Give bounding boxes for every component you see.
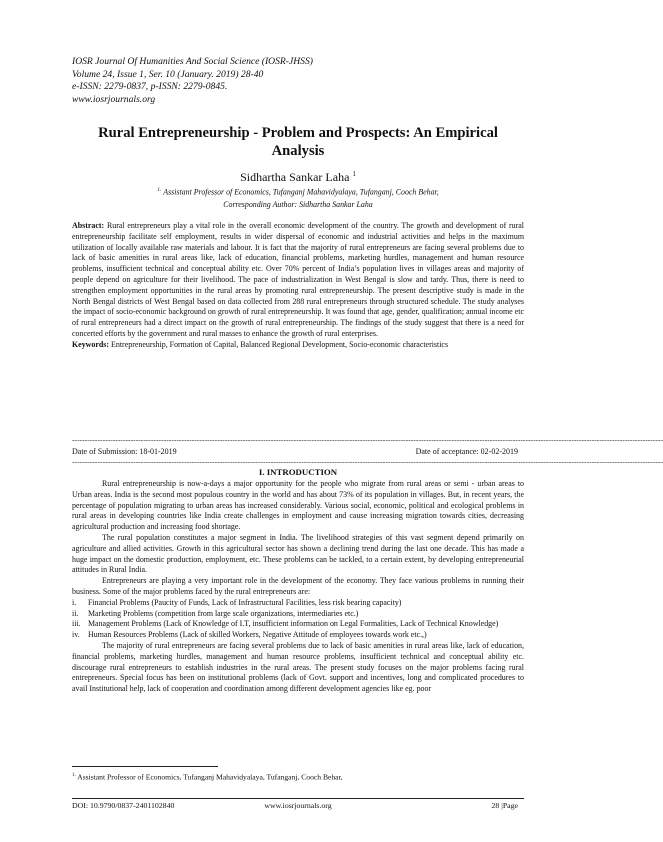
journal-volume: Volume 24, Issue 1, Ser. 10 (January. 2019) 28-40 bbox=[72, 68, 264, 80]
footnote-text: Assistant Professor of Economics, Tufanganj Mahavidyalaya, Tufanganj, Cooch Behar, bbox=[77, 772, 343, 782]
abstract-label: Abstract: bbox=[72, 221, 105, 230]
list-item bbox=[72, 619, 524, 630]
footer-rule bbox=[72, 798, 524, 799]
abstract bbox=[72, 221, 524, 351]
dashed-divider-bottom: ---------------------------------------------------------------------------------------------------------------------------------------------------------------------------------------------------------------------------------------- bbox=[72, 457, 663, 466]
footer-website: www.iosrjournals.org bbox=[264, 801, 332, 810]
affiliation-superscript: 1. bbox=[157, 187, 162, 193]
footnote-superscript: 1. bbox=[72, 773, 76, 778]
introduction-body bbox=[72, 479, 524, 695]
intro-paragraph-3: Entrepreneurs are playing a very important role in the development of the economy. They face various problems in running their business. Some of the major problems faced by the rural entrepreneurs are: bbox=[72, 576, 524, 596]
intro-paragraph-4: The majority of rural entrepreneurs are facing several problems due to lack of basic amenities in rural areas like, lack of education, financial problems, marketing hurdles, management and human resource problems, insufficient technical and conceptual ability etc. discourage rural entrepreneurs to establish industries in the rural areas. The present study focuses on the major problems facing rural entrepreneurs. Special focus has been on institutional problems (lack of Govt. support and incentives, long and complicated procedures to avail Institutional help, lack of cooperation and coordination among different development agencies like eg. poor bbox=[72, 640, 524, 694]
affiliation bbox=[72, 184, 524, 199]
intro-paragraph-1: Rural entrepreneurship is now-a-days a major opportunity for the people who migrate from rural areas or semi - urban areas to Urban areas. India is the second most populous country in the world and has about 73% of its population in villages. But, in recent years, the percentage of population migrating to urban areas has increased considerably. Various social, economic, political and ecological problems in rural areas in developing countries like India create challenges in employment and cause increasing migration towards cities, decreasing agricultural production and increasing food shortage. bbox=[72, 479, 524, 532]
dates-row bbox=[72, 446, 524, 457]
journal-website: www.iosrjournals.org bbox=[72, 93, 156, 105]
footnote bbox=[72, 771, 524, 783]
keywords-text: Entrepreneurship, Formation of Capital, Balanced Regional Development, Socio-economic characteristics bbox=[111, 339, 449, 349]
list-item bbox=[72, 630, 524, 641]
corresponding-author: Corresponding Author: Sidhartha Sankar Laha bbox=[223, 199, 373, 209]
journal-issn: e-ISSN: 2279-0837, p-ISSN: 2279-0845. bbox=[72, 81, 228, 93]
affiliation-text: Assistant Professor of Economics, Tufanganj Mahavidyalaya, Tufanganj, Cooch Behar, bbox=[163, 187, 439, 197]
footnote-rule bbox=[72, 766, 218, 767]
author-line bbox=[72, 167, 524, 184]
journal-name: IOSR Journal Of Humanities And Social Science (IOSR-JHSS) bbox=[72, 56, 313, 67]
acceptance-date: Date of acceptance: 02-02-2019 bbox=[415, 447, 518, 456]
page-number: 28 |Page bbox=[491, 801, 518, 810]
list-number: iii. bbox=[72, 619, 81, 629]
intro-paragraph-2: The rural population constitutes a major segment in India. The livelihood strategies of this vast segment depend primarily on agriculture and allied activities. Growth in this agricultural sector has shown a declining trend during the last one decade. This has made a huge impact on the domestic production, employment, etc. These problems can be tackled, to a certain extent, by developing entrepreneurial attitudes in Rural India. bbox=[72, 532, 524, 575]
abstract-text: Rural entrepreneurs play a vital role in the overall economic development of the country. The growth and development of rural entrepreneurship facilitate self employment, results in wider dispersal of economic and industrial activities and helps in the maximum utilization of locally available raw materials and labour. It is fact that the majority of rural entrepreneurs are facing several problems due to lack of basic amenities in rural areas like, lack of education, financial problems, marketing hurdles, management and human resource problems, insufficient technical and conceptual ability etc. Over 70% percent of India’s population lives in villages areas and majority of people depend on agriculture for their livelihood. The pace of industrialization in West Bengal is slow and tardy. Thus, there is need to strengthen employment opportunities in the rural areas by promoting rural entrepreneurship. The present descriptive study is made in the North Bengal districts of West Bengal based on data collected from 288 rural entrepreneurs through structured schedule. The study analyses the impact of socio-economic background on growth of rural entrepreneurship. It was found that age, gender, qualification; annual income etc of rural entrepreneurs had a direct impact on the growth of rural entrepreneurship. The findings of the study suggest that there is a need for concerted efforts by the government and rural masses to enhance the growth of rural enterprises. bbox=[72, 221, 524, 338]
section-heading: I. INTRODUCTION bbox=[258, 467, 338, 477]
list-item bbox=[72, 609, 524, 620]
list-number: i. bbox=[72, 597, 77, 607]
author-superscript: 1 bbox=[352, 170, 356, 178]
dashed-divider-top: ---------------------------------------------------------------------------------------------------------------------------------------------------------------------------------------------------------------------------------------- bbox=[72, 435, 663, 444]
list-item bbox=[72, 598, 524, 609]
affiliation-block bbox=[72, 184, 524, 211]
keywords-label: Keywords: bbox=[72, 339, 110, 349]
list-text: Marketing Problems (competition from large scale organizations, intermediaries etc.) bbox=[88, 608, 359, 618]
footer-doi: DOI: 10.9790/0837-2401102840 bbox=[72, 801, 175, 810]
list-text: Human Resources Problems (Lack of skilled Workers, Negative Attitude of employees towards work etc.,) bbox=[88, 630, 427, 640]
article-title: Rural Entrepreneurship - Problem and Prospects: An Empirical Analysis bbox=[98, 125, 498, 159]
keywords-paragraph bbox=[72, 340, 524, 351]
list-number: iv. bbox=[72, 630, 80, 640]
list-number: ii. bbox=[72, 608, 79, 618]
author-name: Sidhartha Sankar Laha bbox=[240, 170, 350, 184]
problems-list bbox=[72, 598, 524, 641]
list-text: Financial Problems (Paucity of Funds, Lack of Infrastructural Facilities, less risk bearing capacity) bbox=[88, 597, 402, 607]
abstract-paragraph bbox=[72, 221, 524, 340]
submission-date: Date of Submission: 18-01-2019 bbox=[72, 447, 177, 456]
page-footer bbox=[72, 801, 524, 811]
list-text: Management Problems (Lack of Knowledge of I.T, insufficient information on Legal Formalities, Lack of Technical Knowledge) bbox=[88, 619, 499, 629]
journal-header bbox=[72, 56, 532, 106]
